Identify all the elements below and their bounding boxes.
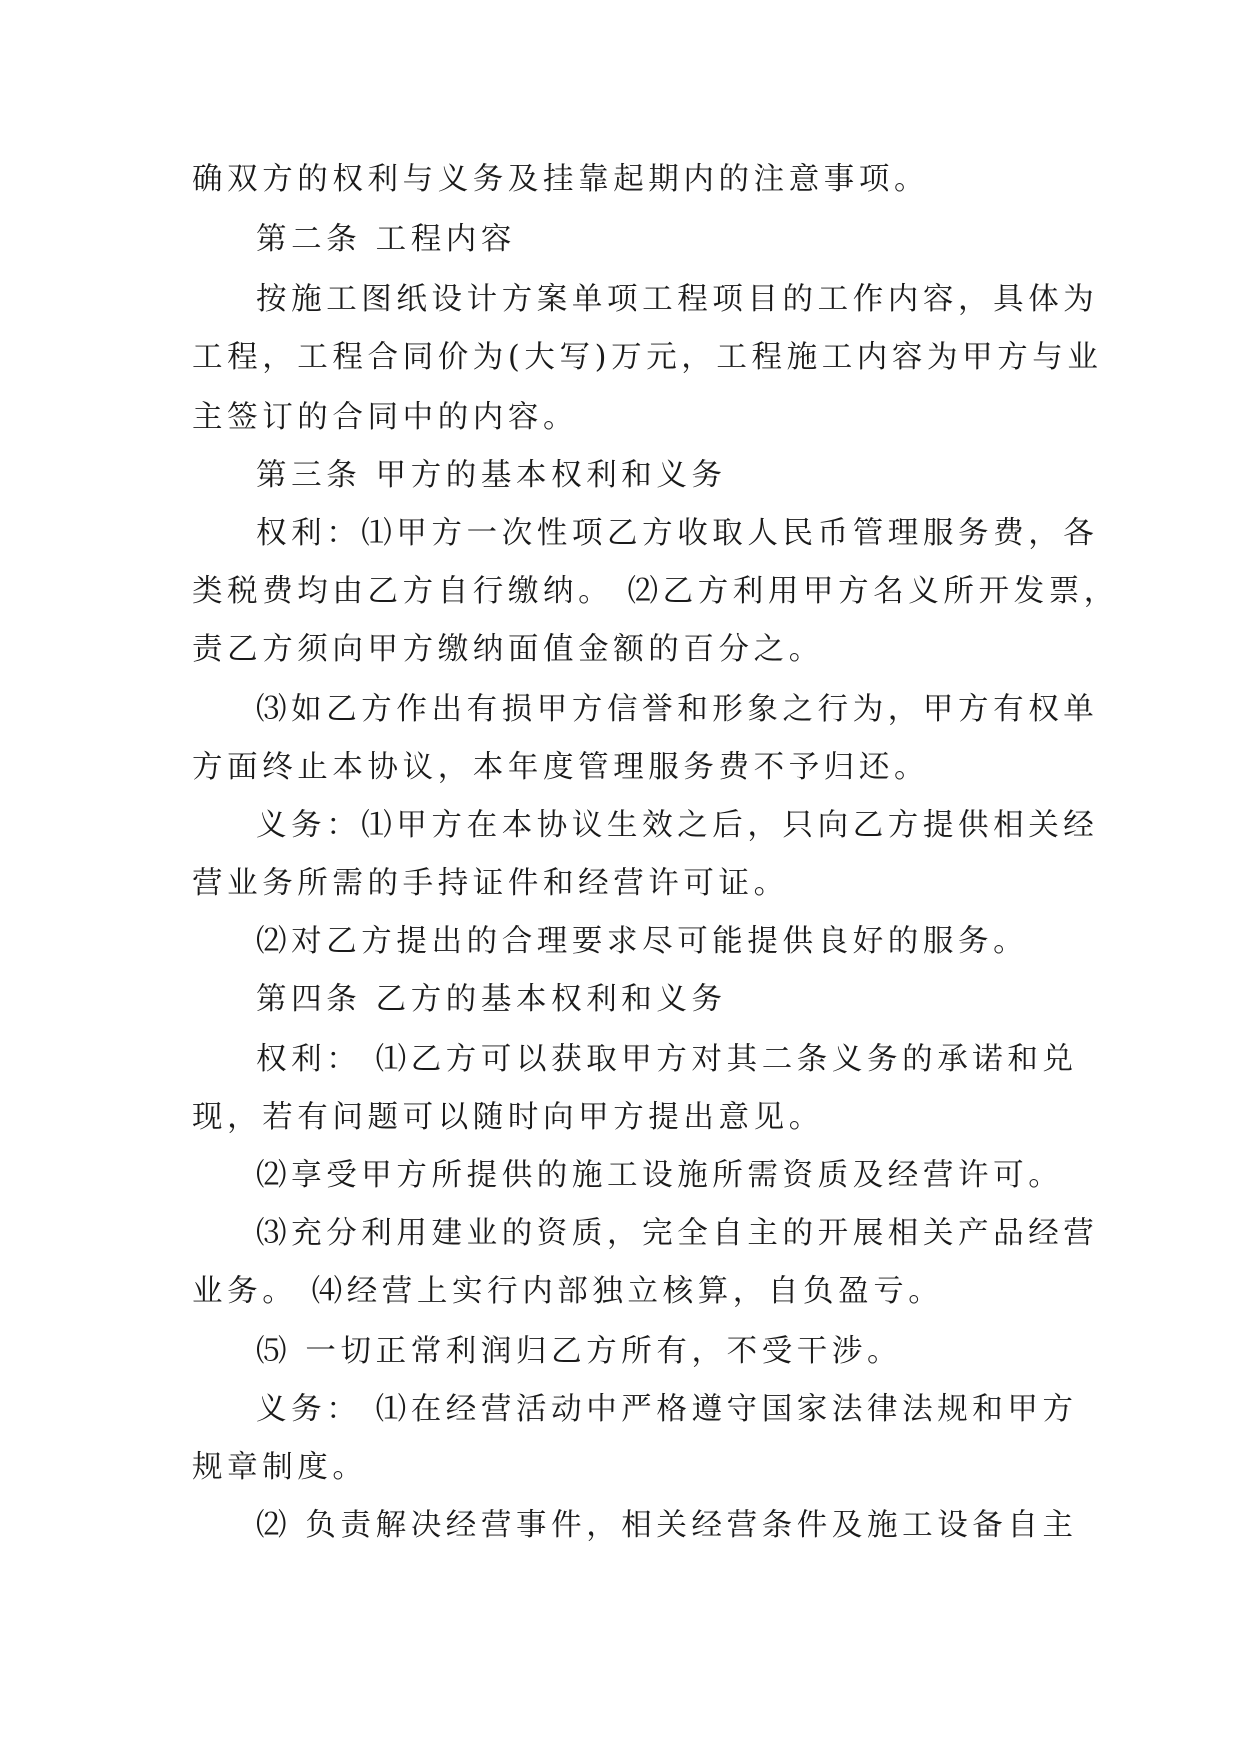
text-line: 营业务所需的手持证件和经营许可证。 bbox=[192, 866, 789, 901]
text-line: 按施工图纸设计方案单项工程项目的工作内容，具体为 bbox=[256, 282, 1099, 317]
text-line: 权利：⑴甲方一次性项乙方收取人民币管理服务费，各 bbox=[256, 516, 1099, 551]
section-heading: 第三条 甲方的基本权利和义务 bbox=[256, 458, 727, 493]
text-line: 现，若有问题可以随时向甲方提出意见。 bbox=[192, 1100, 824, 1135]
text-line: 权利： ⑴乙方可以获取甲方对其二条义务的承诺和兑 bbox=[256, 1042, 1078, 1077]
text-line: 类税费均由乙方自行缴纳。 ⑵乙方利用甲方名义所开发票， bbox=[192, 574, 1119, 609]
text-line: ⑵ 负责解决经营事件，相关经营条件及施工设备自主 bbox=[256, 1508, 1078, 1543]
text-line: 责乙方须向甲方缴纳面值金额的百分之。 bbox=[192, 632, 824, 667]
text-line: 确双方的权利与义务及挂靠起期内的注意事项。 bbox=[192, 162, 930, 197]
section-heading: 第二条 工程内容 bbox=[256, 222, 516, 257]
text-line: ⑸ 一切正常利润归乙方所有，不受干涉。 bbox=[256, 1334, 903, 1369]
text-line: 义务： ⑴在经营活动中严格遵守国家法律法规和甲方 bbox=[256, 1392, 1078, 1427]
section-heading: 第四条 乙方的基本权利和义务 bbox=[256, 982, 727, 1017]
text-line: 业务。 ⑷经营上实行内部独立核算，自负盈亏。 bbox=[192, 1274, 944, 1309]
text-line: ⑶如乙方作出有损甲方信誉和形象之行为，甲方有权单 bbox=[256, 692, 1099, 727]
text-line: 义务：⑴甲方在本协议生效之后，只向乙方提供相关经 bbox=[256, 808, 1099, 843]
text-line: ⑵享受甲方所提供的施工设施所需资质及经营许可。 bbox=[256, 1158, 1064, 1193]
text-line: 规章制度。 bbox=[192, 1450, 368, 1485]
text-line: 方面终止本协议，本年度管理服务费不予归还。 bbox=[192, 750, 930, 785]
text-line: 工程，工程合同价为(大写)万元，工程施工内容为甲方与业 bbox=[192, 340, 1103, 375]
text-line: 主签订的合同中的内容。 bbox=[192, 400, 579, 435]
text-line: ⑶充分利用建业的资质，完全自主的开展相关产品经营 bbox=[256, 1216, 1099, 1251]
text-line: ⑵对乙方提出的合理要求尽可能提供良好的服务。 bbox=[256, 924, 1029, 959]
